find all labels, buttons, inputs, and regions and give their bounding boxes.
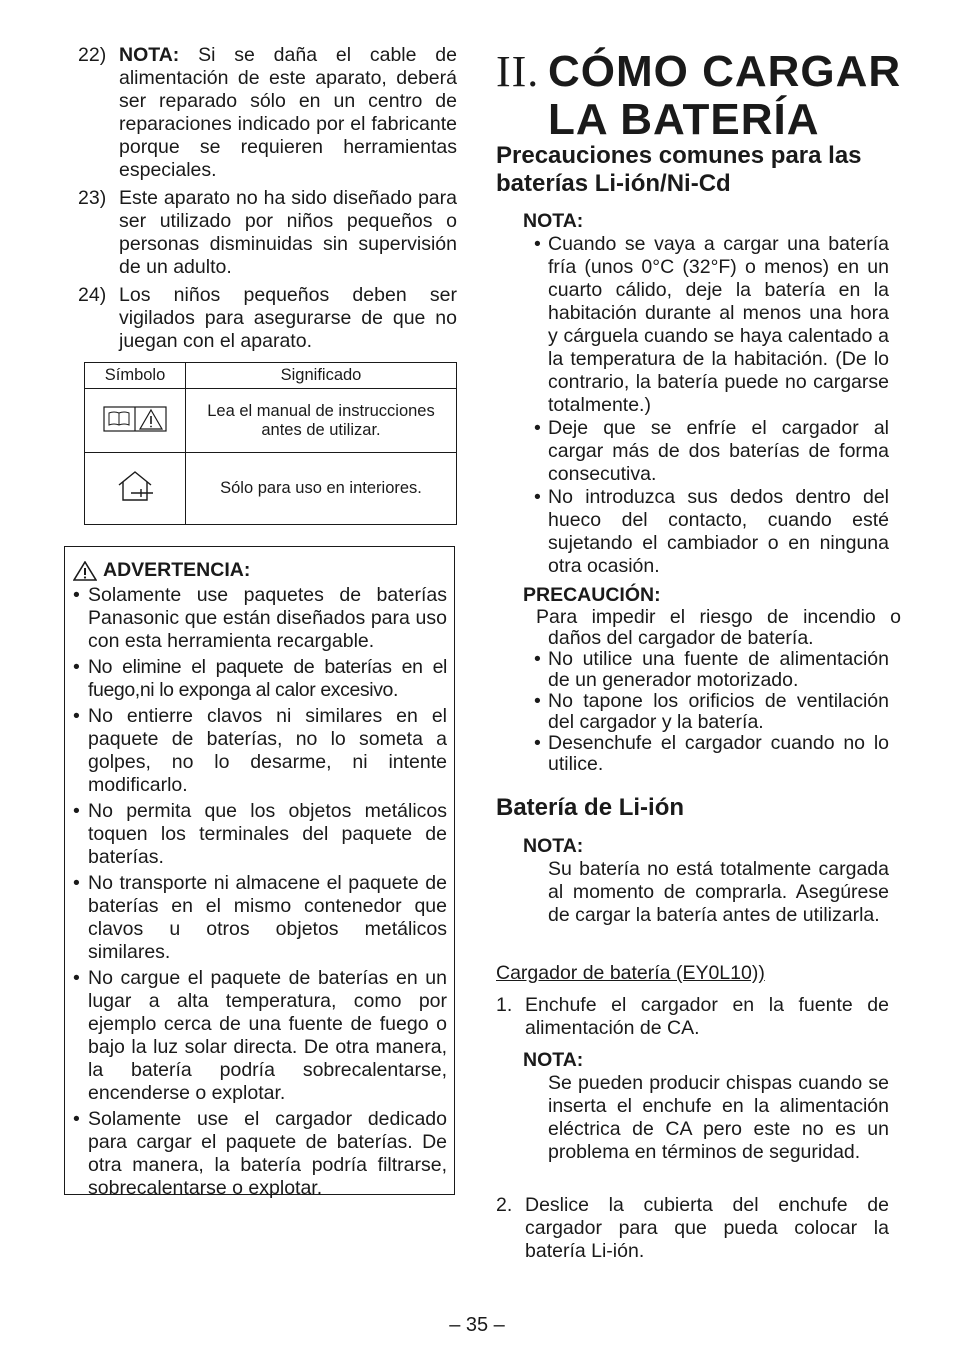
table-row bbox=[85, 389, 457, 453]
item-number: 24) bbox=[78, 284, 107, 306]
item-text: Este aparato no ha sido diseñado para ser utilizado por niños pequeños o personas disminuidas sin supervisión de un adulto. bbox=[119, 187, 457, 278]
list-item: • Solamente use el cargador dedicado para cargar el paquete de baterías. De otra manera, la batería podría filtrarse, sobrecalentarse o explotar. bbox=[73, 1108, 447, 1200]
list-item: • No utilice una fuente de alimentación de un generador motorizado. bbox=[534, 649, 889, 691]
table-cell-meaning: Lea el manual de instrucciones antes de utilizar. bbox=[186, 389, 457, 453]
title-line-2: LA BATERÍA bbox=[548, 95, 820, 144]
section-heading-li-ion: Batería de Li-ión bbox=[496, 794, 685, 821]
list-item-23 bbox=[78, 187, 457, 279]
list-item: • No entierre clavos ni similares en el paquete de baterías, no lo someta a golpes, no lo desarme, ni intente modificarlo. bbox=[73, 705, 447, 797]
table-row bbox=[85, 453, 457, 525]
list-item: • Deje que se enfríe el cargador al cargar más de dos baterías de forma consecutiva. bbox=[534, 417, 889, 486]
table-header-meaning: Significado bbox=[186, 363, 457, 389]
precaucion-label: PRECAUCIÓN: bbox=[523, 584, 661, 606]
list-item: • Solamente use paquetes de baterías Panasonic que están diseñados para uso con esta herramienta recargable. bbox=[73, 584, 447, 653]
indoor-use-icon bbox=[115, 469, 155, 503]
page-number: – 35 – bbox=[449, 1314, 505, 1336]
manual-warning-icon bbox=[103, 403, 167, 433]
item-text: Si se daña el cable de alimentación de este aparato, deberá ser reparado sólo en un centro de reparaciones indicado por el fabricante porque se requieren herramientas especiales. bbox=[119, 44, 457, 181]
nota-label: NOTA: bbox=[119, 44, 180, 66]
warning-title bbox=[73, 559, 250, 582]
nota-text: Su batería no está totalmente cargada al momento de comprarla. Asegúrese de cargar la batería antes de utilizarla. bbox=[548, 858, 889, 926]
nota-text: Se pueden producir chispas cuando se inserta el enchufe en la alimentación eléctrica de CA pero este no es un problema en términos de seguridad. bbox=[548, 1072, 889, 1163]
list-item: • No elimine el paquete de baterías en el fuego,ni lo exponga al calor excesivo. bbox=[73, 656, 447, 702]
nota-list bbox=[534, 233, 889, 578]
list-item: • No tapone los orificios de ventilación del cargador y la batería. bbox=[534, 691, 889, 733]
step-number: 2. bbox=[496, 1194, 513, 1216]
list-item: • No transporte ni almacene el paquete de baterías en el mismo contenedor que clavos u otros objetos metálicos similares. bbox=[73, 872, 447, 964]
charger-link[interactable]: Cargador de batería (EY0L10)) bbox=[496, 962, 765, 984]
precaucion-list bbox=[534, 649, 889, 775]
list-item: • No cargue el paquete de baterías en un lugar a alta temperatura, como por ejemplo cerca de una fuente de fuego o bajo la luz solar directa. De otra manera, la batería podría sobrecalentarse, encenderse o explotar. bbox=[73, 967, 447, 1105]
list-item: • Desenchufe el cargador cuando no lo utilice. bbox=[534, 733, 889, 775]
nota-label: NOTA: bbox=[523, 210, 584, 232]
title-roman-numeral: II. bbox=[496, 47, 540, 96]
title-line-1: CÓMO CARGAR bbox=[548, 47, 902, 96]
table-cell-symbol bbox=[85, 453, 186, 525]
step-1 bbox=[496, 994, 889, 1040]
list-item: • Cuando se vaya a cargar una batería fría (unos 0°C (32°F) o menos) en un cuarto cálido, deje la batería en la habitación durante al menos una hora y cárguela cuando se haya calentado a la temperatura de la habitación. (De lo contrario, la batería puede no cargarse totalmente.) bbox=[534, 233, 889, 417]
nota-label: NOTA: bbox=[523, 1049, 584, 1071]
item-text: Los niños pequeños deben ser vigilados para asegurarse de que no juegan con el aparato. bbox=[119, 284, 457, 352]
warning-triangle-icon bbox=[73, 561, 97, 581]
table-cell-meaning: Sólo para uso en interiores. bbox=[186, 453, 457, 525]
table-header-symbol: Símbolo bbox=[85, 363, 186, 389]
step-text: Enchufe el cargador en la fuente de alimentación de CA. bbox=[525, 994, 889, 1039]
list-item: • No introduzca sus dedos dentro del hueco del contacto, cuando esté sujetando el cambiador o en ninguna otra ocasión. bbox=[534, 486, 889, 578]
warning-list bbox=[73, 584, 447, 1203]
list-item: • No permita que los objetos metálicos toquen los terminales del paquete de baterías. bbox=[73, 800, 447, 869]
item-number: 23) bbox=[78, 187, 107, 209]
warning-title-text: ADVERTENCIA: bbox=[103, 559, 251, 581]
symbol-table bbox=[84, 362, 457, 525]
table-header-row bbox=[85, 363, 457, 389]
list-item-22 bbox=[78, 44, 457, 182]
step-text: Deslice la cubierta del enchufe de cargador para que pueda colocar la batería Li-ión. bbox=[525, 1194, 889, 1262]
step-number: 1. bbox=[496, 994, 513, 1016]
nota-label: NOTA: bbox=[523, 835, 584, 857]
warning-box bbox=[64, 546, 455, 1199]
precaucion-intro: Para impedir el riesgo de incendio o daños del cargador de batería. bbox=[536, 606, 901, 649]
step-2 bbox=[496, 1194, 889, 1263]
section-heading-precautions: Precauciones comunes para las baterías Li-ión/Ni-Cd bbox=[496, 142, 862, 197]
item-number: 22) bbox=[78, 44, 107, 66]
table-cell-symbol bbox=[85, 389, 186, 453]
list-item-24 bbox=[78, 284, 457, 353]
